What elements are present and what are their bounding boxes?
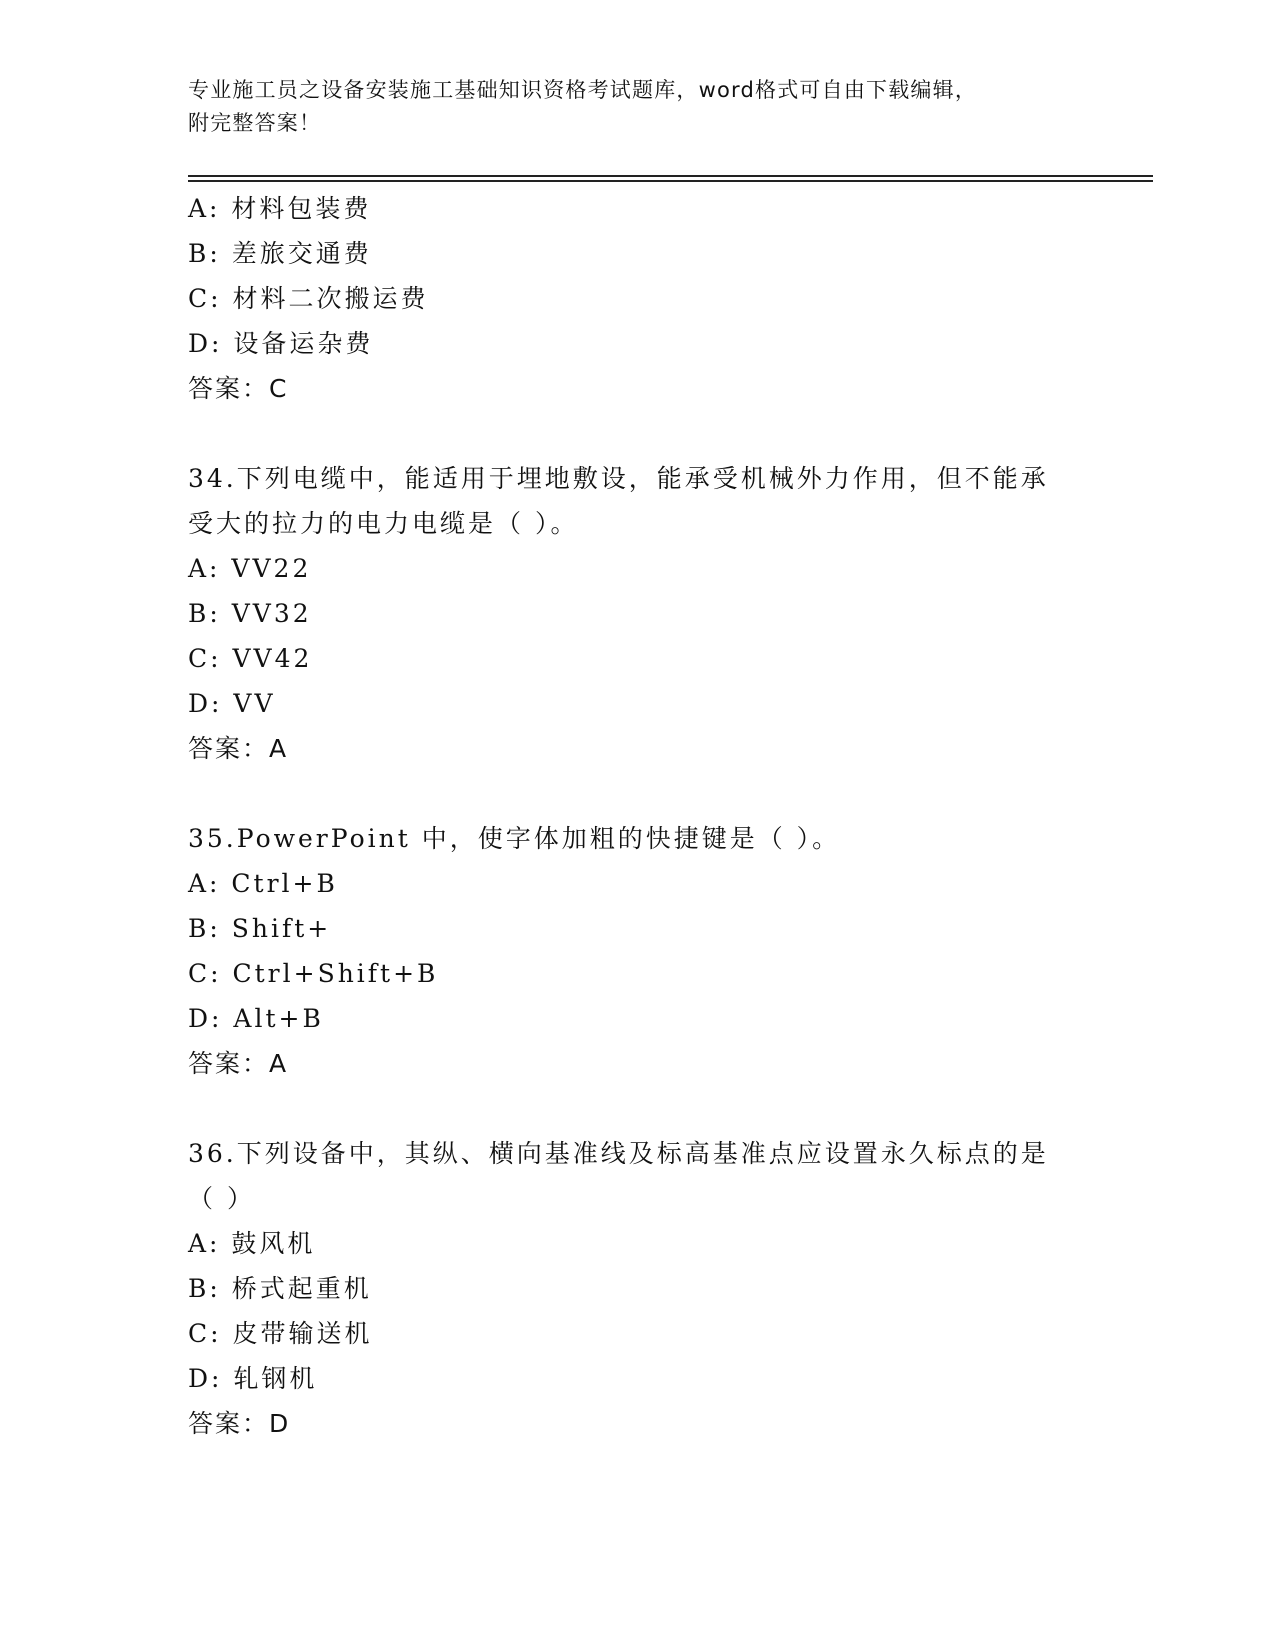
- q34-stem-line-1: 34.下列电缆中，能适用于埋地敷设，能承受机械外力作用，但不能承: [188, 464, 1049, 493]
- q34-option-d: D: VV: [188, 689, 276, 718]
- q33-option-b: B: 差旅交通费: [188, 239, 372, 268]
- q34-answer: 答案：A: [188, 734, 289, 763]
- q35-stem-line-1: 35.PowerPoint 中，使字体加粗的快捷键是（ ）。: [188, 824, 841, 853]
- header-divider-top: [188, 175, 1153, 177]
- q33-option-d: D: 设备运杂费: [188, 329, 374, 358]
- q33-option-c: C: 材料二次搬运费: [188, 284, 429, 313]
- q34-stem-line-2: 受大的拉力的电力电缆是（ ）。: [188, 509, 579, 538]
- q35-answer: 答案：A: [188, 1049, 289, 1078]
- q36-option-b: B: 桥式起重机: [188, 1274, 372, 1303]
- q36-option-d: D: 轧钢机: [188, 1364, 318, 1393]
- q36-stem-line-1: 36.下列设备中，其纵、横向基准线及标高基准点应设置永久标点的是: [188, 1139, 1049, 1168]
- q34-option-c: C: VV42: [188, 644, 313, 673]
- q34-option-b: B: VV32: [188, 599, 312, 628]
- q34-option-a: A: VV22: [188, 554, 312, 583]
- q35-option-c: C: Ctrl+Shift+B: [188, 959, 439, 988]
- header-line-1: 专业施工员之设备安装施工基础知识资格考试题库，word格式可自由下载编辑，: [188, 78, 978, 102]
- q36-stem-line-2: （ ）: [188, 1184, 255, 1213]
- header-line-2: 附完整答案！: [188, 111, 322, 135]
- q35-option-a: A: Ctrl+B: [188, 869, 338, 898]
- header-divider-bottom: [188, 180, 1153, 182]
- q35-option-d: D: Alt+B: [188, 1004, 324, 1033]
- q36-answer: 答案：D: [188, 1409, 291, 1438]
- q35-option-b: B: Shift+: [188, 914, 332, 943]
- q33-answer: 答案：C: [188, 374, 289, 403]
- q36-option-a: A: 鼓风机: [188, 1229, 316, 1258]
- q33-option-a: A: 材料包装费: [188, 194, 372, 223]
- q36-option-c: C: 皮带输送机: [188, 1319, 373, 1348]
- document-header: [188, 74, 1088, 140]
